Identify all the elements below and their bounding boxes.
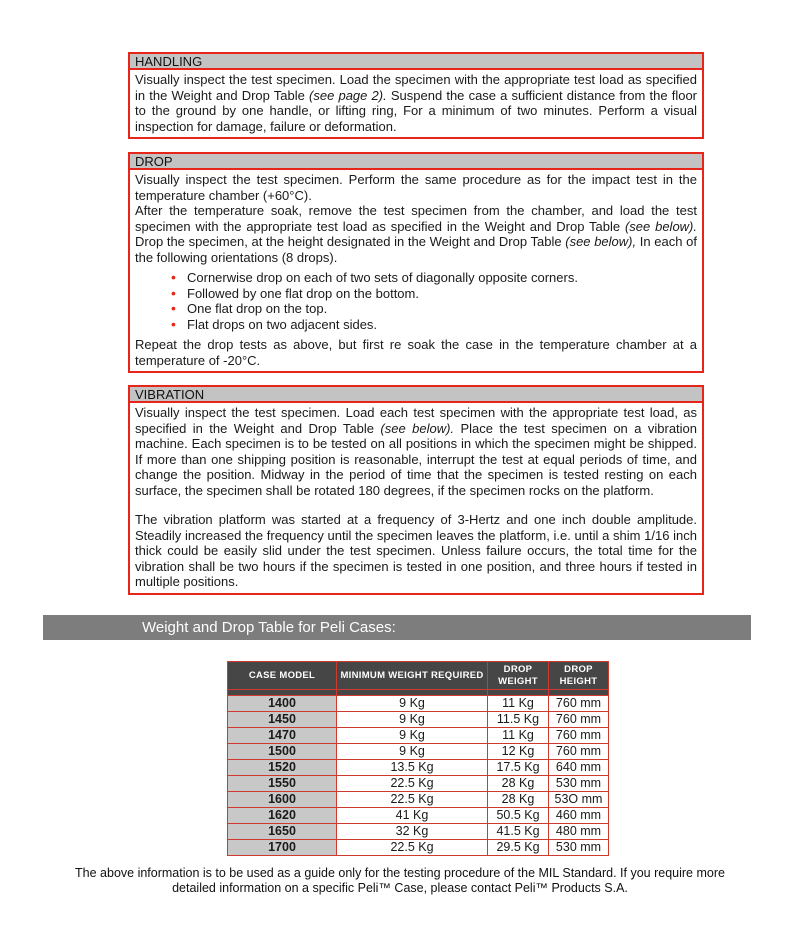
section-vibration-title: VIBRATION [135,387,205,402]
handling-paragraph [135,72,697,134]
text-segment-italic: (see below). [624,218,697,234]
cell-min-weight: 22.5 Kg [337,776,488,792]
cell-case-model: 1700 [228,840,337,856]
section-handling [128,52,704,139]
cell-min-weight: 9 Kg [337,712,488,728]
cell-drop-weight: 28 Kg [488,776,549,792]
section-drop [128,152,704,373]
header-drop-weight [488,662,549,690]
cell-case-model: 1550 [228,776,337,792]
weight-drop-banner-title: Weight and Drop Table for Peli Cases: [142,619,396,636]
header-line: HEIGHT [559,675,598,687]
cell-drop-height: 640 mm [549,760,609,776]
section-handling-title: HANDLING [135,54,203,69]
cell-drop-weight: 17.5 Kg [488,760,549,776]
cell-drop-height: 760 mm [549,728,609,744]
cell-case-model: 1470 [228,728,337,744]
cell-case-model: 1450 [228,712,337,728]
section-vibration-header [130,387,702,403]
section-drop-body [130,170,702,371]
section-drop-title: DROP [135,154,173,169]
cell-min-weight: 9 Kg [337,728,488,744]
drop-paragraph-2 [135,203,697,265]
text-segment: Place the test specimen on a vibration machine. Each specimen is to be tested on all positions in which the specimen might be shipped. If more than one shipping position is reasonable, interrupt the test at equal periods of time, and change the position. Midway in the period of time that the specimen is tested resting on each surface, the specimen shall be rotated 180 degrees, if the specimen rocks on the platform. [135,420,698,498]
cell-min-weight: 41 Kg [337,808,488,824]
bullet-item: • Followed by one flat drop on the bottom. [135,286,697,302]
header-line: DROP [564,663,593,675]
cell-case-model: 1600 [228,792,337,808]
cell-drop-weight: 50.5 Kg [488,808,549,824]
section-vibration [128,385,704,595]
cell-min-weight: 32 Kg [337,824,488,840]
header-line: WEIGHT [498,675,538,687]
vibration-paragraph-2: The vibration platform was started at a frequency of 3-Hertz and one inch double amplitude. Steadily increased the frequency until the specimen leaves the platform, i.e. until a shim 1/16 inch thick could be easily slid under the test specimen. Unless failure occurs, the total time for the vibration shall be two hours if the specimen is tested in one position, and three hours if tested in multiple positions. [135,512,697,589]
cell-drop-height: 760 mm [549,712,609,728]
vibration-paragraph-1 [135,405,697,498]
cell-case-model: 1650 [228,824,337,840]
table-body [228,696,609,856]
text-segment-italic: (see page 2). [309,87,387,103]
section-drop-header [130,154,702,170]
text-segment: Visually inspect the test specimen. Load the specimen with the appropriate test load as specified in the Weight and Drop Table [135,72,697,103]
weight-drop-banner [43,615,751,640]
cell-case-model: 1500 [228,744,337,760]
cell-drop-height: 760 mm [549,696,609,712]
cell-case-model: 1400 [228,696,337,712]
text-segment: Visually inspect the test specimen. Load each test specimen with the appropriate test load, as specified in the Weight and Drop Table [135,405,697,436]
table-row [228,696,609,712]
bullet-item: • Cornerwise drop on each of two sets of diagonally opposite corners. [135,270,697,286]
section-handling-body [130,70,702,137]
drop-bullet-list [135,270,697,332]
table-header-row [228,662,609,690]
text-segment-italic: (see below). [380,420,455,436]
table-row [228,728,609,744]
cell-drop-weight: 11.5 Kg [488,712,549,728]
table-row [228,792,609,808]
drop-paragraph-1: Visually inspect the test specimen. Perform the same procedure as for the impact test in the temperature chamber (+60°C). [135,172,697,203]
table-row [228,824,609,840]
cell-case-model: 1520 [228,760,337,776]
cell-drop-height: 530 mm [549,840,609,856]
header-line: DROP [503,663,533,675]
cell-drop-height: 760 mm [549,744,609,760]
cell-min-weight: 9 Kg [337,744,488,760]
cell-drop-weight: 11 Kg [488,728,549,744]
section-vibration-body [130,403,702,593]
cell-drop-height: 530 mm [549,776,609,792]
header-drop-height [549,662,609,690]
footer-note [0,866,800,896]
bullet-item: • Flat drops on two adjacent sides. [135,317,697,333]
table-row [228,712,609,728]
cell-drop-height: 480 mm [549,824,609,840]
weight-drop-table [227,661,609,856]
table-row [228,840,609,856]
bullet-item: • One flat drop on the top. [135,301,697,317]
section-handling-header [130,54,702,70]
text-segment: After the temperature soak, remove the test specimen from the chamber, and load the test specimen with the appropriate test load as specified in the Weight and Drop Table [135,203,697,234]
footer-line-2: detailed information on a specific Peli™ Case, please contact Peli™ Products S.A. [172,881,628,895]
table-header [228,662,609,696]
drop-paragraph-3: Repeat the drop tests as above, but first re soak the case in the temperature chamber at a temperature of -20°C. [135,337,697,368]
table-row [228,808,609,824]
cell-min-weight: 9 Kg [337,696,488,712]
cell-drop-weight: 11 Kg [488,696,549,712]
cell-min-weight: 22.5 Kg [337,840,488,856]
cell-drop-height: 460 mm [549,808,609,824]
cell-min-weight: 22.5 Kg [337,792,488,808]
cell-case-model: 1620 [228,808,337,824]
table-row [228,760,609,776]
cell-drop-weight: 12 Kg [488,744,549,760]
table-row [228,776,609,792]
text-segment-italic: (see below), [565,234,637,249]
cell-min-weight: 13.5 Kg [337,760,488,776]
text-segment: Drop the specimen, at the height designated in the Weight and Drop Table [135,234,566,249]
text-segment: In each of the following orientations (8 drops). [135,234,697,265]
text-segment: Suspend the case a sufficient distance from the floor to the ground by one handle, or lifting ring, For a minimum of two minutes. Perform a visual inspection for damage, failure or deformation. [135,87,698,134]
cell-drop-weight: 28 Kg [488,792,549,808]
cell-drop-weight: 41.5 Kg [488,824,549,840]
header-case-model: CASE MODEL [228,662,337,690]
cell-drop-weight: 29.5 Kg [488,840,549,856]
footer-line-1: The above information is to be used as a guide only for the testing procedure of the MIL Standard. If you require more [75,866,725,880]
cell-drop-height: 53O mm [549,792,609,808]
table-row [228,744,609,760]
header-minimum-weight: MINIMUM WEIGHT REQUIRED [337,662,488,690]
